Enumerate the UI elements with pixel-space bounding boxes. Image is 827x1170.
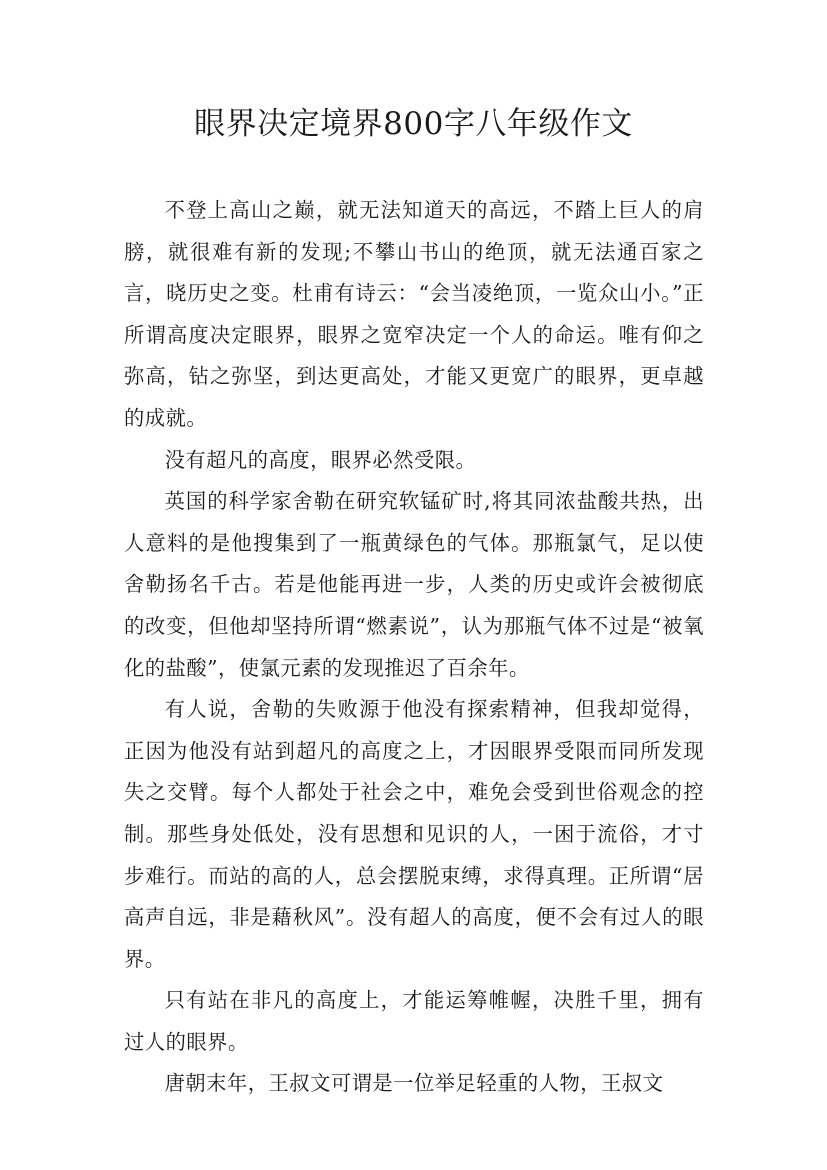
paragraph-6: 唐朝末年，王叔文可谓是一位举足轻重的人物，王叔文	[164, 1071, 664, 1096]
paragraph-2: 没有超凡的高度，眼界必然受限。	[164, 447, 477, 472]
paragraph-5: 只有站在非凡的高度上，才能运筹帷幄，决胜千里，拥有过人的眼界。	[124, 988, 704, 1054]
document-title: 眼界决定境界800字八年级作文	[194, 106, 633, 142]
document-body	[124, 190, 704, 1105]
paragraph-1: 不登上高山之巅，就无法知道天的高远，不踏上巨人的肩膀，就很难有新的发现;不攀山书山的绝顶，就无法通百家之言，晓历史之变。杜甫有诗云：“会当凌绝顶，一览众山小。”正所谓高度决定眼界，眼界之宽窄决定一个人的命运。唯有仰之弥高，钻之弥坚，到达更高处，才能又更宽广的眼界，更卓越的成就。	[124, 198, 704, 430]
paragraph-4: 有人说，舍勒的失败源于他没有探索精神，但我却觉得，正因为他没有站到超凡的高度之上，才因眼界受限而同所发现失之交臂。每个人都处于社会之中，难免会受到世俗观念的控制。那些身处低处，没有思想和见识的人，一困于流俗，才寸步难行。而站的高的人，总会摆脱束缚，求得真理。正所谓“居高声自远，非是藉秋风”。没有超人的高度，便不会有过人的眼界。	[124, 697, 704, 971]
paragraph-3: 英国的科学家舍勒在研究软锰矿时,将其同浓盐酸共热，出人意料的是他搜集到了一瓶黄绿色的气体。那瓶氯气，足以使舍勒扬名千古。若是他能再进一步，人类的历史或许会被彻底的改变，但他却坚持所谓“燃素说”，认为那瓶气体不过是“被氧化的盐酸”，使氯元素的发现推迟了百余年。	[124, 489, 704, 680]
